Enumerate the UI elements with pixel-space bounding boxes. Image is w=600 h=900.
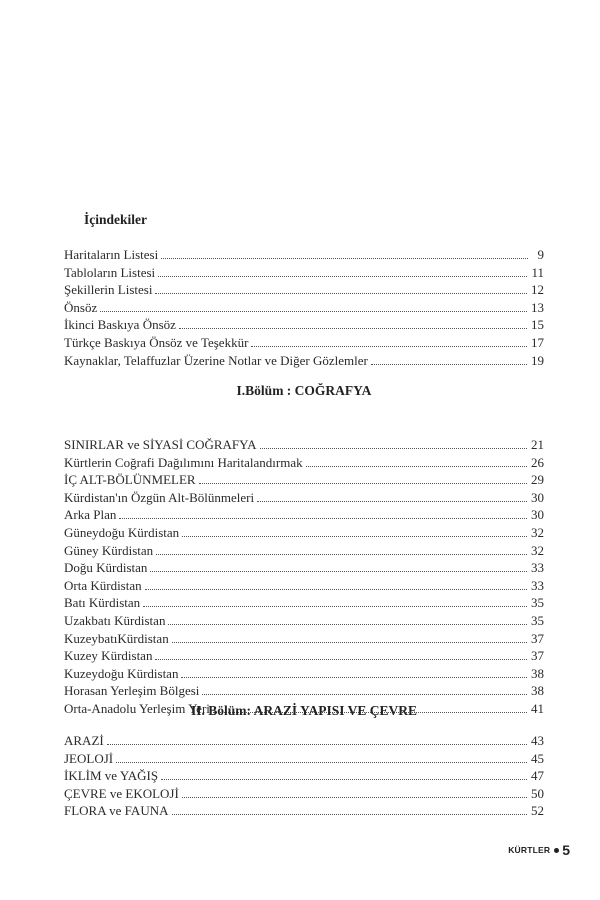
toc-entry: [64, 436, 544, 454]
toc-entry: [64, 802, 544, 820]
dot-leader: [156, 554, 527, 555]
toc-entry-label: JEOLOJİ: [64, 750, 114, 766]
toc-entry: [64, 594, 544, 612]
toc-entry-page: 26: [531, 454, 544, 470]
page-footer: [508, 842, 570, 858]
dot-leader: [158, 276, 527, 277]
toc-entry: [64, 732, 544, 750]
toc-entry-page: 21: [531, 437, 544, 452]
part1-list: [64, 436, 544, 718]
toc-entry: [64, 334, 544, 352]
toc-entry-page: 41: [531, 700, 544, 716]
toc-entry: [64, 454, 544, 472]
toc-entry-label: Horasan Yerleşim Bölgesi: [64, 683, 200, 699]
dot-leader: [182, 536, 527, 537]
dot-leader: [168, 624, 527, 625]
dot-leader: [199, 483, 527, 484]
dot-leader: [260, 448, 528, 449]
toc-entry: [64, 647, 544, 665]
dot-leader: [161, 258, 528, 259]
toc-entry: [64, 299, 544, 317]
front-matter-list: [64, 246, 544, 369]
toc-entry: [64, 524, 544, 542]
toc-entry-label: Güney Kürdistan: [64, 542, 154, 558]
dot-leader: [116, 762, 527, 763]
toc-entry-page: 47: [531, 768, 544, 784]
toc-entry: [64, 767, 544, 785]
toc-entry-label: Haritaların Listesi: [64, 247, 159, 262]
toc-entry-label: Türkçe Baskıya Önsöz ve Teşekkür: [64, 334, 249, 350]
toc-entry-page: 35: [531, 612, 544, 628]
toc-entry-page: 38: [531, 683, 544, 699]
dot-leader: [371, 364, 527, 365]
dot-leader: [251, 346, 527, 347]
toc-entry-page: 15: [531, 317, 544, 333]
toc-entry-label: Kaynaklar, Telaffuzlar Üzerine Notlar ve Diğer Gözlemler: [64, 352, 368, 368]
toc-entry-label: ARAZİ: [64, 733, 104, 748]
dot-leader: [172, 642, 527, 643]
toc-entry-page: 30: [531, 507, 544, 523]
toc-entry: [64, 246, 544, 264]
toc-entry-page: 19: [531, 352, 544, 368]
toc-entry-label: Orta Kürdistan: [64, 577, 142, 593]
toc-entry: [64, 352, 544, 370]
toc-entry-page: 43: [531, 733, 544, 748]
toc-entry: [64, 471, 544, 489]
toc-entry-label: Kürdistan'ın Özgün Alt-Bölünmeleri: [64, 489, 255, 505]
toc-entry-page: 13: [531, 299, 544, 315]
toc-entry-label: SINIRLAR ve SİYASİ COĞRAFYA: [64, 437, 257, 452]
dot-leader: [181, 677, 527, 678]
toc-entry-label: Kürtlerin Coğrafi Dağılımını Haritalandırmak: [64, 454, 303, 470]
toc-entry-label: Tabloların Listesi: [64, 264, 156, 280]
toc-entry-page: 33: [531, 560, 544, 576]
toc-entry-label: Güneydoğu Kürdistan: [64, 524, 180, 540]
toc-entry-page: 30: [531, 489, 544, 505]
toc-entry-page: 29: [531, 472, 544, 488]
toc-entry-label: Doğu Kürdistan: [64, 560, 148, 576]
toc-entry-page: 9: [537, 247, 544, 262]
toc-entry-label: FLORA ve FAUNA: [64, 803, 169, 819]
toc-entry: [64, 682, 544, 700]
dot-leader: [179, 328, 527, 329]
toc-entry-label: Kuzeydoğu Kürdistan: [64, 665, 179, 681]
dot-leader: [182, 797, 527, 798]
toc-entry-page: 17: [531, 334, 544, 350]
toc-entry: [64, 281, 544, 299]
toc-entry-label: Batı Kürdistan: [64, 595, 141, 611]
dot-leader: [150, 571, 527, 572]
toc-entry: [64, 665, 544, 683]
toc-entry-label: Önsöz: [64, 299, 98, 315]
toc-entry-label: KuzeybatıKürdistan: [64, 630, 169, 646]
toc-entry: [64, 542, 544, 560]
toc-entry-label: Uzakbatı Kürdistan: [64, 612, 166, 628]
toc-entry: [64, 577, 544, 595]
dot-leader: [143, 606, 527, 607]
toc-entry-page: 52: [531, 803, 544, 819]
dot-leader: [161, 779, 527, 780]
dot-leader: [202, 694, 527, 695]
toc-entry: [64, 316, 544, 334]
toc-entry-label: ÇEVRE ve EKOLOJİ: [64, 785, 179, 801]
part1-heading: I.Bölüm : COĞRAFYA: [236, 383, 372, 398]
dot-leader: [172, 814, 528, 815]
toc-entry: [64, 264, 544, 282]
part2-heading: II. Bölüm: ARAZİ YAPISI VE ÇEVRE: [190, 703, 418, 718]
toc-entry-page: 35: [531, 595, 544, 611]
dot-leader: [145, 589, 527, 590]
part2-list: [64, 732, 544, 820]
toc-entry-page: 37: [531, 630, 544, 646]
toc-entry-label: İKLİM ve YAĞIŞ: [64, 768, 159, 784]
dot-leader: [306, 466, 527, 467]
dot-leader: [257, 501, 527, 502]
toc-entry: [64, 612, 544, 630]
contents-title: İçindekiler: [84, 212, 147, 227]
toc-entry-label: Orta-Anadolu Yerleşim Yeri: [64, 700, 210, 716]
toc-entry-page: 45: [531, 750, 544, 766]
dot-leader: [119, 518, 527, 519]
toc-entry-page: 11: [531, 264, 544, 280]
toc-entry-label: Şekillerin Listesi: [64, 282, 153, 298]
toc-entry-page: 50: [531, 785, 544, 801]
running-footer-title: KÜRTLER: [508, 845, 551, 855]
toc-entry-label: İkinci Baskıya Önsöz: [64, 317, 176, 333]
toc-entry: [64, 785, 544, 803]
toc-entry: [64, 750, 544, 768]
toc-entry-page: 33: [531, 577, 544, 593]
toc-entry-page: 12: [531, 282, 544, 298]
toc-entry-label: Arka Plan: [64, 507, 117, 523]
toc-entry-label: Kuzey Kürdistan: [64, 648, 153, 664]
dot-leader: [107, 744, 527, 745]
toc-entry-page: 32: [531, 524, 544, 540]
toc-entry-page: 32: [531, 542, 544, 558]
dot-leader: [100, 311, 527, 312]
toc-entry: [64, 630, 544, 648]
toc-entry-label: İÇ ALT-BÖLÜNMELER: [64, 472, 196, 488]
toc-entry: [64, 506, 544, 524]
page-number: 5: [562, 842, 570, 858]
toc-entry-page: 37: [531, 648, 544, 664]
dot-leader: [155, 293, 527, 294]
bullet-icon: [554, 848, 559, 853]
toc-entry: [64, 559, 544, 577]
toc-entry-page: 38: [531, 665, 544, 681]
dot-leader: [155, 659, 527, 660]
toc-entry: [64, 489, 544, 507]
